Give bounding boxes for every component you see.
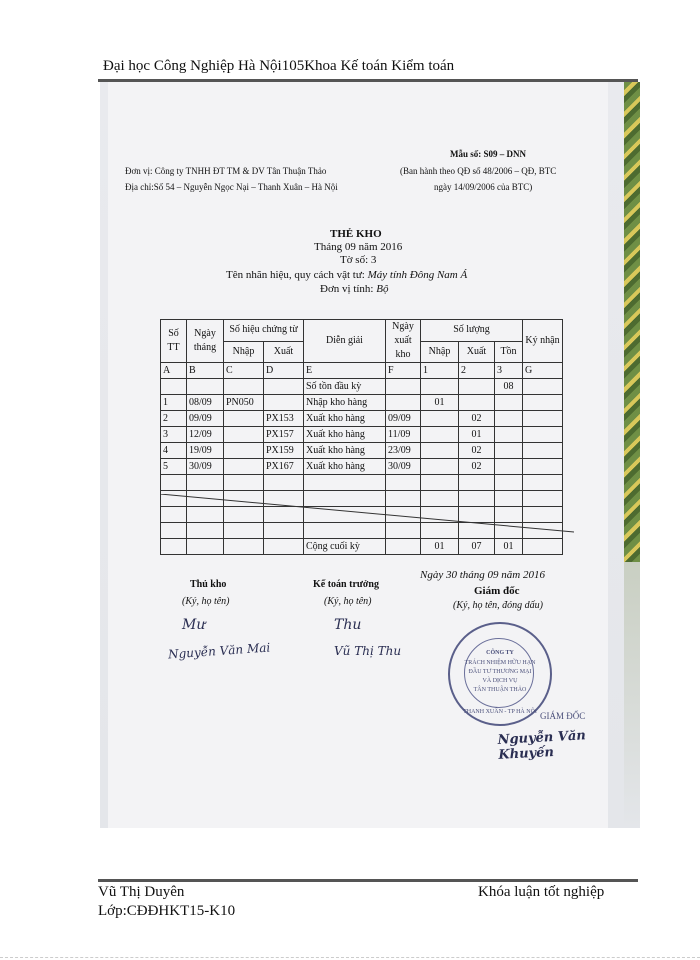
header-voucher: Số hiệu chứng từ	[224, 320, 304, 342]
row-date: 30/09	[187, 459, 224, 475]
storekeeper-title: Thủ kho	[190, 579, 227, 590]
header-stt: Số TT	[161, 320, 187, 363]
blank-row	[161, 475, 563, 491]
stamp-line2: ĐẦU TƯ THƯƠNG MẠI	[468, 669, 532, 675]
stamp-company: CÔNG TY	[486, 650, 514, 656]
row-date: 12/09	[187, 427, 224, 443]
footer-rule	[98, 879, 638, 882]
address-line: Địa chỉ:Số 54 – Nguyễn Ngọc Nại – Thanh Xuân – Hà Nội	[125, 182, 338, 192]
table-row	[161, 395, 563, 411]
row-out-date: 09/09	[386, 411, 421, 427]
accountant-initial-sign: Thu	[334, 617, 362, 633]
table-row	[161, 459, 563, 475]
code-cell: C	[224, 363, 264, 379]
table-row	[161, 411, 563, 427]
header-qty-balance: Tồn	[495, 341, 523, 363]
storekeeper-signature: Nguyễn Văn Mai	[167, 640, 271, 662]
row-qty-out: 02	[459, 459, 495, 475]
closing-balance: 01	[495, 539, 523, 555]
row-out-date	[386, 395, 421, 411]
closing-label: Cộng cuối kỳ	[304, 539, 386, 555]
code-cell: D	[264, 363, 304, 379]
code-cell: F	[386, 363, 421, 379]
header-date: Ngày tháng	[187, 320, 224, 363]
stock-card-paper	[108, 82, 608, 828]
row-qty-out: 01	[459, 427, 495, 443]
row-out-date: 23/09	[386, 443, 421, 459]
accountant-note: (Ký, họ tên)	[324, 596, 372, 607]
header-sign: Ký nhận	[523, 320, 563, 363]
stamp-line1: TRÁCH NHIỆM HỮU HẠN	[464, 660, 536, 666]
cancellation-strike	[160, 494, 574, 544]
stamp-line4: TÂN THUẬN THẢO	[473, 687, 527, 693]
form-basis-line2: ngày 14/09/2006 của BTC)	[434, 182, 533, 192]
footer-doc-type: Khóa luận tốt nghiệp	[478, 884, 605, 900]
row-balance	[495, 395, 523, 411]
unit-line: Đơn vị: Công ty TNHH ĐT TM & DV Tân Thuận Thảo	[125, 166, 327, 176]
company-stamp	[448, 622, 552, 726]
footer-author: Vũ Thị Duyên	[98, 884, 185, 900]
code-cell: 1	[421, 363, 459, 379]
row-description: Nhập kho hàng	[304, 395, 386, 411]
row-qty-out: 02	[459, 443, 495, 459]
row-stt: 5	[161, 459, 187, 475]
code-cell: G	[523, 363, 563, 379]
header-qty-in: Nhập	[421, 341, 459, 363]
row-in-voucher	[224, 459, 264, 475]
row-balance	[495, 411, 523, 427]
closing-in: 01	[421, 539, 459, 555]
director-stamp-title: GIÁM ĐỐC	[540, 711, 586, 721]
row-out-voucher: PX167	[264, 459, 304, 475]
accountant-title: Kế toán trưởng	[313, 579, 379, 590]
row-qty-out: 02	[459, 411, 495, 427]
code-cell: 2	[459, 363, 495, 379]
row-balance	[495, 459, 523, 475]
row-qty-out	[459, 395, 495, 411]
row-stt: 3	[161, 427, 187, 443]
row-in-voucher: PN050	[224, 395, 264, 411]
code-cell: 3	[495, 363, 523, 379]
page-header: Đại học Công Nghiệp Hà Nội105Khoa Kế toán Kiểm toán	[103, 58, 455, 74]
accountant-signature: Vũ Thị Thu	[334, 644, 402, 658]
opening-label: Số tồn đầu kỳ	[304, 379, 386, 395]
row-description: Xuất kho hàng	[304, 427, 386, 443]
row-balance	[495, 443, 523, 459]
background-stripe	[624, 82, 640, 562]
code-cell: B	[187, 363, 224, 379]
page-break-line	[0, 957, 700, 958]
header-qty-out: Xuất	[459, 341, 495, 363]
row-stt: 1	[161, 395, 187, 411]
stamp-ring-text: THANH XUÂN - TP HÀ NỘI	[463, 709, 537, 715]
header-out-date: Ngày xuất kho	[386, 320, 421, 363]
row-in-voucher	[224, 411, 264, 427]
row-description: Xuất kho hàng	[304, 443, 386, 459]
closing-out: 07	[459, 539, 495, 555]
form-basis-line1: (Ban hành theo QĐ số 48/2006 – QĐ, BTC	[400, 166, 557, 176]
item-value: Máy tính Đông Nam Á	[367, 269, 468, 281]
row-qty-in	[421, 411, 459, 427]
row-description: Xuất kho hàng	[304, 411, 386, 427]
row-out-voucher: PX157	[264, 427, 304, 443]
row-stt: 2	[161, 411, 187, 427]
table-row	[161, 443, 563, 459]
footer-class: Lớp:CĐĐHKT15-K10	[98, 903, 236, 919]
item-line	[226, 269, 467, 281]
storekeeper-note: (Ký, họ tên)	[182, 596, 230, 607]
row-qty-in	[421, 427, 459, 443]
uom-value: Bộ	[376, 283, 389, 295]
code-cell: E	[304, 363, 386, 379]
doc-sheet: Tờ số: 3	[340, 254, 377, 266]
column-code-row	[161, 363, 563, 379]
code-cell: A	[161, 363, 187, 379]
header-quantity: Số lượng	[421, 320, 523, 342]
row-date: 19/09	[187, 443, 224, 459]
director-title: Giám đốc	[474, 585, 520, 597]
row-stt: 4	[161, 443, 187, 459]
row-balance	[495, 427, 523, 443]
header-description: Diễn giải	[304, 320, 386, 363]
row-out-voucher: PX153	[264, 411, 304, 427]
stamp-line3: VÀ DỊCH VỤ	[482, 678, 518, 684]
storekeeper-initial-sign: Mư	[182, 617, 206, 633]
uom-line	[320, 283, 388, 295]
row-out-date: 30/09	[386, 459, 421, 475]
table-row	[161, 427, 563, 443]
doc-month: Tháng 09 năm 2016	[314, 241, 403, 253]
row-qty-in	[421, 459, 459, 475]
doc-title: THẺ KHO	[330, 228, 382, 240]
director-note: (Ký, họ tên, đóng dấu)	[453, 600, 543, 611]
director-signature: Nguyễn Văn Khuyến	[497, 728, 587, 763]
item-label: Tên nhãn hiệu, quy cách vật tư:	[226, 269, 365, 281]
row-qty-in	[421, 443, 459, 459]
row-out-voucher: PX159	[264, 443, 304, 459]
date-line: Ngày 30 tháng 09 năm 2016	[420, 569, 545, 581]
opening-balance: 08	[495, 379, 523, 395]
document-photo	[100, 82, 640, 828]
background-stripe-fade	[624, 562, 640, 828]
form-number: Mẫu số: S09 – DNN	[450, 149, 527, 159]
row-in-voucher	[224, 427, 264, 443]
header-voucher-out: Xuất	[264, 341, 304, 363]
uom-label: Đơn vị tính:	[320, 283, 374, 295]
opening-balance-row	[161, 379, 563, 395]
row-date: 09/09	[187, 411, 224, 427]
row-out-voucher	[264, 395, 304, 411]
row-in-voucher	[224, 443, 264, 459]
row-qty-in: 01	[421, 395, 459, 411]
table-header-row	[161, 320, 563, 342]
header-voucher-in: Nhập	[224, 341, 264, 363]
row-date: 08/09	[187, 395, 224, 411]
row-out-date: 11/09	[386, 427, 421, 443]
row-description: Xuất kho hàng	[304, 459, 386, 475]
